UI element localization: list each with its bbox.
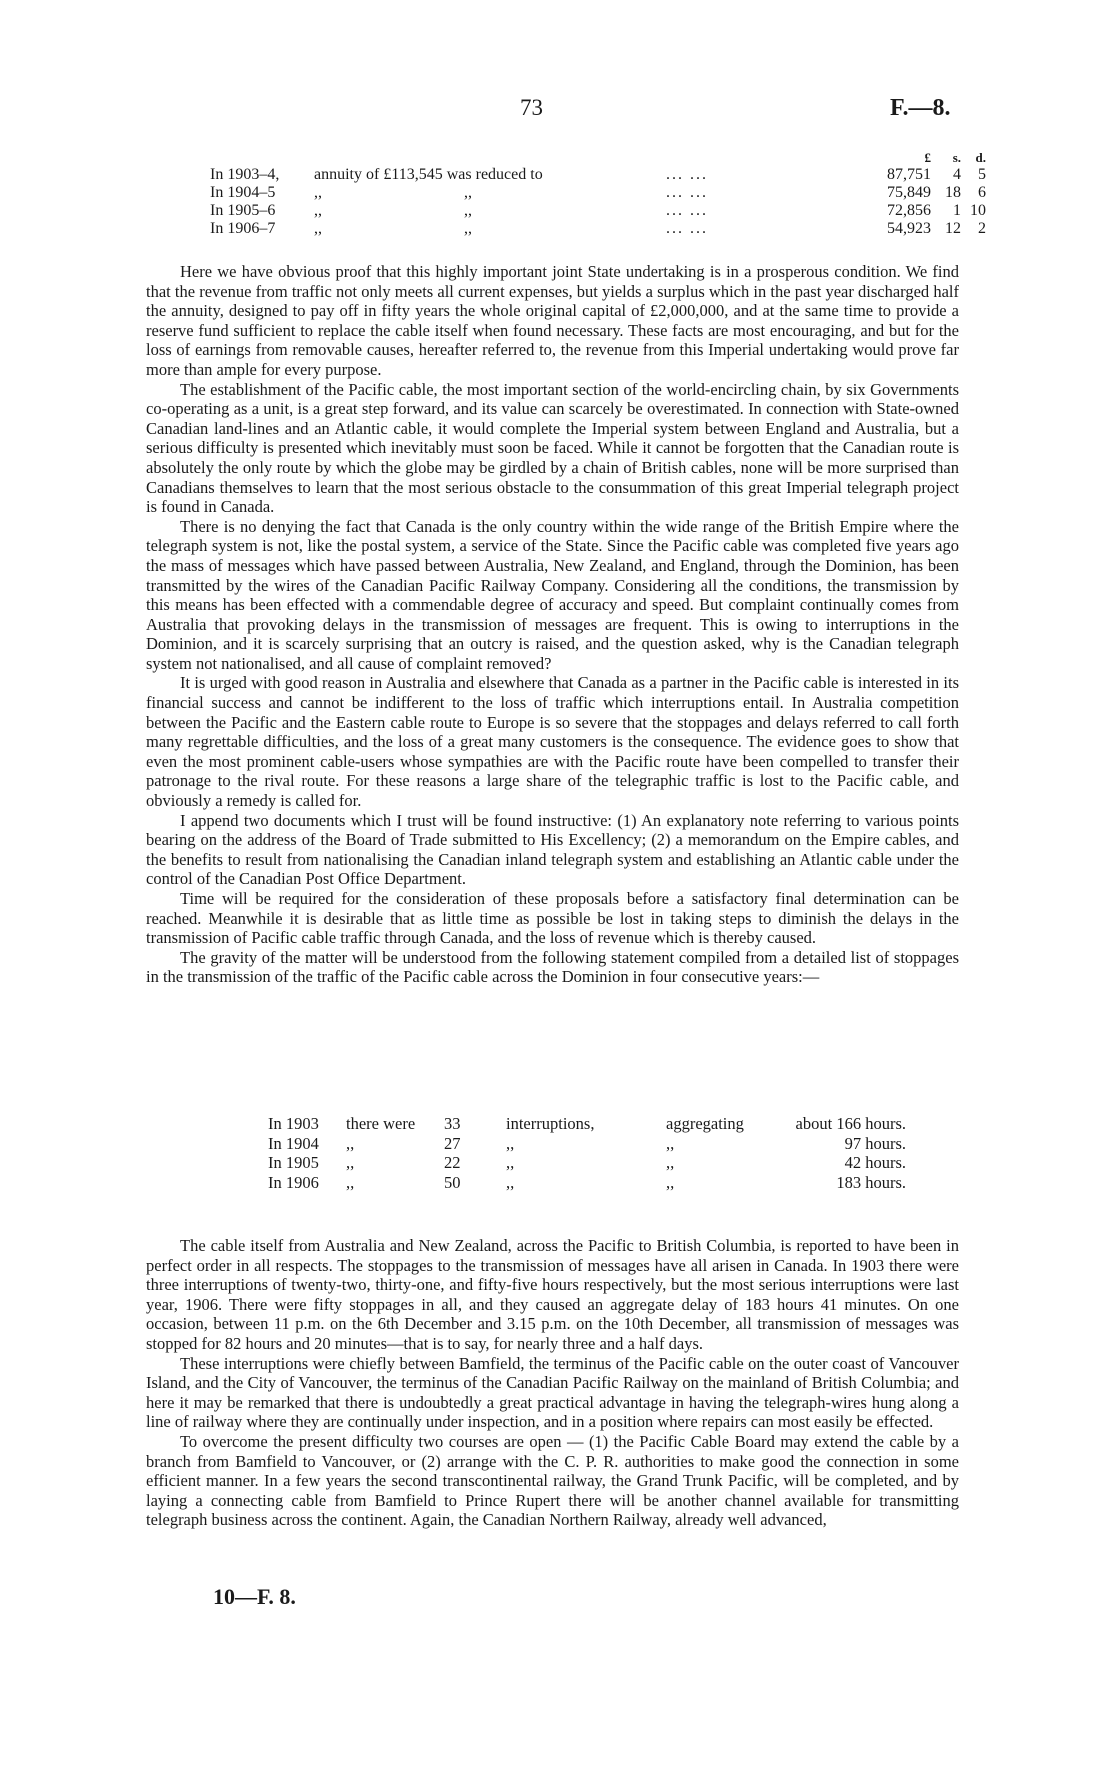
- stoppages-row: [268, 1153, 906, 1173]
- body-text-block-2: [146, 1236, 959, 1530]
- stoppage-aggregating: ,,: [666, 1133, 675, 1153]
- stoppages-table: [268, 1114, 906, 1192]
- stoppage-interruptions: ,,: [506, 1133, 515, 1153]
- stoppage-count: 33: [444, 1114, 461, 1133]
- paragraph: The gravity of the matter will be understood from the following statement compiled from a detailed list of stoppages in the transmission of the traffic of the Pacific cable across the Dominion in four consecutive years:—: [146, 947, 959, 987]
- annuity-row: [210, 166, 986, 184]
- annuity-year: In 1903–4,: [210, 166, 280, 183]
- paragraph: It is urged with good reason in Australia and elsewhere that Canada as a partner in the Pacific cable is interested in its financial success and cannot be indifferent to the loss of traffic which interruptions entail. In Australia competition between the Pacific and the Eastern cable route to Europe is so severe that the stoppages and delays referred to call forth many regrettable difficulties, and the loss of a great many customers is the consequence. The evidence goes to show that even the most prominent cable-users whose sympathies are with the Pacific route have been compelled to transfer their patronage to the rival route. For these reasons a large share of the telegraphic traffic is lost to the Pacific cable, and obviously a remedy is called for.: [146, 673, 959, 811]
- annuity-shillings: 1: [953, 202, 961, 219]
- ditto-mark: ,,: [464, 220, 472, 237]
- leader-dots: ... ...: [666, 166, 708, 183]
- stoppage-year: In 1906: [268, 1172, 319, 1192]
- leader-dots: ... ...: [666, 220, 708, 237]
- stoppage-year: In 1904: [268, 1133, 319, 1153]
- annuity-shillings: 12: [945, 220, 961, 237]
- footer-signature: 10—F. 8.: [213, 1584, 296, 1609]
- annuity-row: [210, 202, 986, 220]
- annuity-pence: 10: [970, 202, 986, 219]
- ditto-mark: ,,: [314, 184, 322, 201]
- paragraph: To overcome the present difficulty two courses are open — (1) the Pacific Cable Board may extend the cable by a branch from Bamfield to Vancouver, or (2) arrange with the C. P. R. authorities to make good the connection in some efficient manner. In a few years the second transcontinental railway, the Grand Trunk Pacific, will be completed, and by laying a connecting cable from Bamfield to Prince Rupert there will be another channel available for transmitting telegraph business across the continent. Again, the Canadian Northern Railway, already well advanced,: [146, 1431, 959, 1530]
- annuity-pounds: 54,923: [887, 220, 931, 237]
- paragraph: There is no denying the fact that Canada is the only country within the wide range of the British Empire where the telegraph system is not, like the postal system, a service of the State. Since the Pacific cable was completed five years ago the mass of messages which have passed between Australia, New Zealand, and England, through the Dominion, has been transmitted by the wires of the Canadian Pacific Railway Company. Considering all the conditions, the transmission by this means has been effected with a commendable degree of accuracy and speed. But complaint continually comes from Australia that provoking delays in the transmission of messages are frequent. This is owing to interruptions in the Dominion, and it is scarcely surprising that an outcry is raised, and the question asked, why is the Canadian telegraph system not nationalised, and all cause of complaint removed?: [146, 516, 959, 673]
- ditto-mark: ,,: [314, 220, 322, 237]
- paragraph: Here we have obvious proof that this highly important joint State undertaking is in a prosperous condition. We find that the revenue from traffic not only meets all current expenses, but yields a surplus which in the past year discharged half the annuity, designed to pay off in fifty years the whole original capital of £2,000,000, and at the same time to provide a reserve fund sufficient to replace the cable itself when found necessary. These facts are most encouraging, and but for the loss of earnings from removable causes, hereafter referred to, the revenue from this Imperial undertaking would prove far more than ample for every purpose.: [146, 262, 959, 379]
- annuity-table: [210, 150, 986, 238]
- ditto-mark: ,,: [314, 202, 322, 219]
- stoppage-aggregating: ,,: [666, 1172, 675, 1192]
- stoppages-row: [268, 1134, 906, 1154]
- stoppage-aggregating: aggregating: [666, 1114, 744, 1133]
- stoppage-count: 27: [444, 1133, 461, 1153]
- stoppage-year: In 1905: [268, 1153, 319, 1173]
- stoppage-hours: 97 hours.: [844, 1133, 906, 1153]
- paragraph: I append two documents which I trust will be found instructive: (1) An explanatory note referring to various points bearing on the address of the Board of Trade submitted to His Excellency; (2) a memorandum on the Empire cables, and the benefits to result from nationalising the Canadian inland telegraph system and establishing an Atlantic cable under the control of the Canadian Post Office Department.: [146, 810, 959, 889]
- body-text-block-1: [146, 262, 959, 987]
- stoppage-interruptions: ,,: [506, 1172, 515, 1192]
- stoppage-there-were: ,,: [346, 1153, 355, 1173]
- stoppage-interruptions: interruptions,: [506, 1114, 595, 1133]
- annuity-year: In 1905–6: [210, 202, 276, 219]
- annuity-year: In 1904–5: [210, 184, 276, 201]
- stoppage-aggregating: ,,: [666, 1153, 675, 1173]
- annuity-description: annuity of £113,545 was reduced to: [314, 166, 543, 183]
- stoppage-hours: about 166 hours.: [795, 1114, 906, 1133]
- paragraph: The cable itself from Australia and New Zealand, across the Pacific to British Columbia, is reported to have been in perfect order in all respects. The stoppages to the transmission of messages have all arisen in Canada. In 1903 there were three interruptions of twenty-two, thirty-one, and fifty-five hours respectively, but the most serious interruptions were last year, 1906. There were fifty stoppages in all, and they caused an aggregate delay of 183 hours 41 minutes. On one occasion, between 11 p.m. on the 6th December and 3.15 p.m. on the 10th December, all transmission of messages was stopped for 82 hours and 20 minutes—that is to say, for nearly three and a half days.: [146, 1236, 959, 1353]
- page-number: 73: [520, 95, 543, 120]
- pence-header: d.: [975, 150, 986, 165]
- annuity-pence: 2: [978, 220, 986, 237]
- annuity-header-row: [210, 150, 986, 166]
- ditto-mark: ,,: [464, 184, 472, 201]
- annuity-pence: 5: [978, 166, 986, 183]
- stoppages-row: [268, 1114, 906, 1134]
- stoppage-there-were: ,,: [346, 1133, 355, 1153]
- stoppage-year: In 1903: [268, 1114, 319, 1133]
- paragraph: The establishment of the Pacific cable, the most important section of the world-encircling chain, by six Governments co-operating as a unit, is a great step forward, and its value can scarcely be overestimated. In connection with State-owned Canadian land-lines and an Atlantic cable, it would complete the Imperial system between England and Australia, but a serious difficulty is presented which inevitably must soon be faced. While it cannot be forgotten that the Canadian route is absolutely the only route by which the globe may be girdled by a chain of British cables, none will be more surprised than Canadians themselves to learn that the most serious obstacle to the consummation of this great Imperial telegraph project is found in Canada.: [146, 379, 959, 517]
- stoppage-there-were: ,,: [346, 1172, 355, 1192]
- stoppage-count: 50: [444, 1172, 461, 1192]
- stoppages-row: [268, 1173, 906, 1193]
- annuity-pounds: 72,856: [887, 202, 931, 219]
- paragraph: Time will be required for the consideration of these proposals before a satisfactory final determination can be reached. Meanwhile it is desirable that as little time as possible be lost in taking steps to diminish the delays in the transmission of Pacific cable traffic through Canada, and the loss of revenue which is thereby caused.: [146, 889, 959, 948]
- annuity-year: In 1906–7: [210, 220, 276, 237]
- stoppage-hours: 183 hours.: [836, 1172, 906, 1192]
- annuity-pence: 6: [978, 184, 986, 201]
- annuity-shillings: 18: [945, 184, 961, 201]
- pounds-header: £: [924, 150, 931, 165]
- page-reference: F.—8.: [890, 95, 951, 121]
- stoppage-interruptions: ,,: [506, 1153, 515, 1173]
- leader-dots: ... ...: [666, 202, 708, 219]
- stoppage-count: 22: [444, 1153, 461, 1173]
- leader-dots: ... ...: [666, 184, 708, 201]
- ditto-mark: ,,: [464, 202, 472, 219]
- paragraph: These interruptions were chiefly between Bamfield, the terminus of the Pacific cable on the outer coast of Vancouver Island, and the City of Vancouver, the terminus of the Canadian Pacific Railway on the mainland of British Columbia; and here it may be remarked that there is undoubtedly a great practical advantage in having the telegraph-wires hung along a line of railway where they are continually under inspection, and in a position where repairs can most easily be effected.: [146, 1353, 959, 1432]
- annuity-shillings: 4: [953, 166, 961, 183]
- shillings-header: s.: [952, 150, 961, 165]
- stoppage-hours: 42 hours.: [844, 1153, 906, 1173]
- annuity-row: [210, 184, 986, 202]
- stoppage-there-were: there were: [346, 1114, 416, 1133]
- annuity-row: [210, 220, 986, 238]
- annuity-pounds: 75,849: [887, 184, 931, 201]
- annuity-pounds: 87,751: [887, 166, 931, 183]
